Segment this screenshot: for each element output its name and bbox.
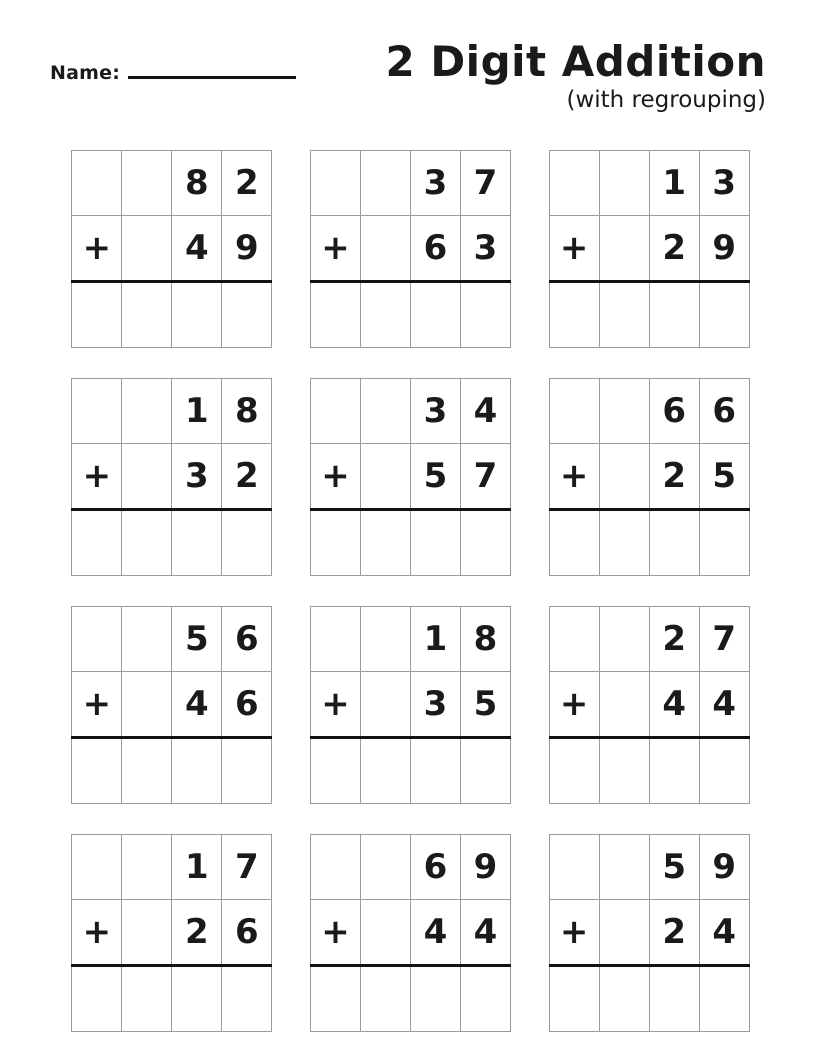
addend-top-row xyxy=(310,607,510,672)
addend-bottom-ones: 6 xyxy=(222,900,272,966)
spacer-cell xyxy=(360,444,410,510)
answer-box[interactable] xyxy=(122,966,172,1032)
answer-box[interactable] xyxy=(549,510,599,576)
problem-table xyxy=(310,150,511,348)
addend-top-row xyxy=(72,379,272,444)
addend-bottom-row xyxy=(549,900,749,966)
addend-bottom-tens: 3 xyxy=(410,672,460,738)
spacer-cell xyxy=(599,900,649,966)
answer-box[interactable] xyxy=(649,966,699,1032)
plus-operator: + xyxy=(72,672,122,738)
answer-box[interactable] xyxy=(172,510,222,576)
plus-operator: + xyxy=(549,216,599,282)
answer-box[interactable] xyxy=(72,510,122,576)
spacer-cell xyxy=(122,835,172,900)
worksheet-header xyxy=(50,37,766,128)
addend-top-ones: 8 xyxy=(222,379,272,444)
addend-top-ones: 2 xyxy=(222,151,272,216)
answer-box[interactable] xyxy=(649,282,699,348)
name-label: Name: xyxy=(50,62,121,84)
addition-problem xyxy=(71,606,267,834)
problem-table xyxy=(549,150,750,348)
spacer-cell xyxy=(599,607,649,672)
addend-bottom-row xyxy=(549,444,749,510)
answer-row xyxy=(549,282,749,348)
answer-box[interactable] xyxy=(172,966,222,1032)
page-subtitle: (with regrouping) xyxy=(566,87,766,114)
addend-top-ones: 7 xyxy=(222,835,272,900)
addend-top-ones: 6 xyxy=(699,379,749,444)
addend-bottom-tens: 4 xyxy=(410,900,460,966)
addend-top-row xyxy=(72,835,272,900)
addend-bottom-tens: 4 xyxy=(172,216,222,282)
addend-bottom-ones: 4 xyxy=(460,900,510,966)
addend-bottom-tens: 4 xyxy=(649,672,699,738)
addition-problem xyxy=(310,378,506,606)
carry-box[interactable] xyxy=(310,379,360,444)
spacer-cell xyxy=(122,607,172,672)
answer-box[interactable] xyxy=(222,510,272,576)
spacer-cell xyxy=(599,444,649,510)
addend-top-tens: 2 xyxy=(649,607,699,672)
answer-box[interactable] xyxy=(310,282,360,348)
answer-box[interactable] xyxy=(649,738,699,804)
spacer-cell xyxy=(360,379,410,444)
answer-box[interactable] xyxy=(460,966,510,1032)
addend-bottom-row xyxy=(72,672,272,738)
addend-bottom-row xyxy=(310,900,510,966)
answer-box[interactable] xyxy=(72,966,122,1032)
answer-row xyxy=(72,282,272,348)
plus-operator: + xyxy=(549,444,599,510)
answer-row xyxy=(310,966,510,1032)
addend-top-row xyxy=(72,607,272,672)
answer-box[interactable] xyxy=(460,738,510,804)
name-write-line[interactable] xyxy=(128,75,296,79)
addend-top-ones: 9 xyxy=(699,835,749,900)
plus-operator: + xyxy=(72,444,122,510)
plus-operator: + xyxy=(310,900,360,966)
plus-operator: + xyxy=(72,900,122,966)
page-title: 2 Digit Addition xyxy=(385,37,766,86)
carry-box[interactable] xyxy=(72,607,122,672)
addend-top-tens: 5 xyxy=(172,607,222,672)
answer-box[interactable] xyxy=(699,510,749,576)
addend-top-ones: 7 xyxy=(460,151,510,216)
addend-top-tens: 1 xyxy=(172,835,222,900)
problem-table xyxy=(71,378,272,576)
answer-box[interactable] xyxy=(72,282,122,348)
answer-box[interactable] xyxy=(460,510,510,576)
addend-bottom-row xyxy=(549,216,749,282)
addend-bottom-row xyxy=(72,216,272,282)
answer-box[interactable] xyxy=(699,738,749,804)
addend-bottom-tens: 3 xyxy=(172,444,222,510)
plus-operator: + xyxy=(310,216,360,282)
answer-box[interactable] xyxy=(360,510,410,576)
addend-top-ones: 9 xyxy=(460,835,510,900)
addend-top-row xyxy=(549,379,749,444)
addend-top-ones: 7 xyxy=(699,607,749,672)
addition-problem xyxy=(71,834,267,1062)
plus-operator: + xyxy=(549,672,599,738)
addend-bottom-tens: 2 xyxy=(649,216,699,282)
spacer-cell xyxy=(122,672,172,738)
addend-top-tens: 8 xyxy=(172,151,222,216)
addition-problem xyxy=(310,606,506,834)
addend-top-ones: 4 xyxy=(460,379,510,444)
addend-top-row xyxy=(310,379,510,444)
spacer-cell xyxy=(599,379,649,444)
addend-top-row xyxy=(549,835,749,900)
plus-operator: + xyxy=(549,900,599,966)
answer-box[interactable] xyxy=(410,510,460,576)
addend-bottom-row xyxy=(549,672,749,738)
addition-problem xyxy=(71,150,267,378)
answer-box[interactable] xyxy=(549,966,599,1032)
name-field[interactable] xyxy=(50,40,296,84)
addend-bottom-tens: 2 xyxy=(172,900,222,966)
addend-top-tens: 1 xyxy=(172,379,222,444)
addend-bottom-tens: 2 xyxy=(649,444,699,510)
addend-top-tens: 1 xyxy=(649,151,699,216)
answer-box[interactable] xyxy=(460,282,510,348)
addend-bottom-row xyxy=(310,216,510,282)
addend-bottom-ones: 9 xyxy=(222,216,272,282)
answer-row xyxy=(310,510,510,576)
addend-bottom-ones: 3 xyxy=(460,216,510,282)
answer-box[interactable] xyxy=(599,282,649,348)
spacer-cell xyxy=(360,835,410,900)
addend-bottom-ones: 6 xyxy=(222,672,272,738)
answer-row xyxy=(549,966,749,1032)
addend-bottom-ones: 4 xyxy=(699,900,749,966)
answer-box[interactable] xyxy=(599,738,649,804)
answer-box[interactable] xyxy=(410,966,460,1032)
answer-box[interactable] xyxy=(310,510,360,576)
answer-row xyxy=(549,510,749,576)
spacer-cell xyxy=(599,835,649,900)
carry-box[interactable] xyxy=(549,607,599,672)
carry-box[interactable] xyxy=(549,379,599,444)
answer-box[interactable] xyxy=(222,282,272,348)
addend-bottom-ones: 2 xyxy=(222,444,272,510)
addend-bottom-row xyxy=(310,672,510,738)
spacer-cell xyxy=(122,444,172,510)
spacer-cell xyxy=(122,216,172,282)
answer-row xyxy=(549,738,749,804)
addend-bottom-ones: 7 xyxy=(460,444,510,510)
addend-top-tens: 3 xyxy=(410,151,460,216)
answer-box[interactable] xyxy=(222,738,272,804)
answer-box[interactable] xyxy=(360,738,410,804)
carry-box[interactable] xyxy=(72,151,122,216)
spacer-cell xyxy=(360,672,410,738)
answer-box[interactable] xyxy=(360,966,410,1032)
addend-top-row xyxy=(310,151,510,216)
answer-box[interactable] xyxy=(310,966,360,1032)
carry-box[interactable] xyxy=(310,607,360,672)
answer-box[interactable] xyxy=(122,738,172,804)
plus-operator: + xyxy=(310,444,360,510)
answer-row xyxy=(72,966,272,1032)
addend-top-tens: 6 xyxy=(410,835,460,900)
addend-bottom-ones: 4 xyxy=(699,672,749,738)
answer-box[interactable] xyxy=(649,510,699,576)
addend-top-row xyxy=(310,835,510,900)
answer-row xyxy=(310,738,510,804)
answer-box[interactable] xyxy=(410,738,460,804)
addend-top-ones: 8 xyxy=(460,607,510,672)
answer-row xyxy=(72,510,272,576)
answer-row xyxy=(310,282,510,348)
carry-box[interactable] xyxy=(549,835,599,900)
problem-table xyxy=(310,834,511,1032)
answer-box[interactable] xyxy=(360,282,410,348)
spacer-cell xyxy=(122,900,172,966)
problem-table xyxy=(310,378,511,576)
problem-table xyxy=(549,606,750,804)
addition-problem xyxy=(310,150,506,378)
answer-box[interactable] xyxy=(410,282,460,348)
answer-box[interactable] xyxy=(310,738,360,804)
spacer-cell xyxy=(599,151,649,216)
addend-bottom-tens: 6 xyxy=(410,216,460,282)
problem-grid xyxy=(50,150,766,1062)
addition-problem xyxy=(310,834,506,1062)
problem-table xyxy=(549,834,750,1032)
addend-top-row xyxy=(549,151,749,216)
answer-box[interactable] xyxy=(549,282,599,348)
addend-bottom-row xyxy=(72,444,272,510)
addend-top-tens: 6 xyxy=(649,379,699,444)
addend-top-tens: 5 xyxy=(649,835,699,900)
addend-bottom-ones: 5 xyxy=(699,444,749,510)
answer-box[interactable] xyxy=(699,282,749,348)
addend-top-row xyxy=(549,607,749,672)
answer-box[interactable] xyxy=(699,966,749,1032)
problem-table xyxy=(71,150,272,348)
carry-box[interactable] xyxy=(72,379,122,444)
addend-top-tens: 3 xyxy=(410,379,460,444)
spacer-cell xyxy=(599,216,649,282)
answer-box[interactable] xyxy=(599,510,649,576)
plus-operator: + xyxy=(310,672,360,738)
answer-box[interactable] xyxy=(599,966,649,1032)
answer-row xyxy=(72,738,272,804)
answer-box[interactable] xyxy=(122,282,172,348)
spacer-cell xyxy=(360,151,410,216)
spacer-cell xyxy=(122,151,172,216)
addend-bottom-ones: 9 xyxy=(699,216,749,282)
spacer-cell xyxy=(599,672,649,738)
title-block xyxy=(385,37,766,115)
spacer-cell xyxy=(122,379,172,444)
spacer-cell xyxy=(360,216,410,282)
problem-table xyxy=(71,606,272,804)
addend-top-ones: 6 xyxy=(222,607,272,672)
problem-table xyxy=(310,606,511,804)
addend-bottom-tens: 4 xyxy=(172,672,222,738)
addend-bottom-tens: 5 xyxy=(410,444,460,510)
problem-table xyxy=(71,834,272,1032)
carry-box[interactable] xyxy=(72,835,122,900)
carry-box[interactable] xyxy=(549,151,599,216)
addition-problem xyxy=(549,606,745,834)
addend-bottom-row xyxy=(72,900,272,966)
answer-box[interactable] xyxy=(72,738,122,804)
carry-box[interactable] xyxy=(310,835,360,900)
answer-box[interactable] xyxy=(172,738,222,804)
problem-table xyxy=(549,378,750,576)
spacer-cell xyxy=(360,900,410,966)
spacer-cell xyxy=(360,607,410,672)
answer-box[interactable] xyxy=(172,282,222,348)
addend-bottom-tens: 2 xyxy=(649,900,699,966)
addition-problem xyxy=(549,834,745,1062)
addend-bottom-row xyxy=(310,444,510,510)
addend-top-tens: 1 xyxy=(410,607,460,672)
addition-problem xyxy=(71,378,267,606)
answer-box[interactable] xyxy=(549,738,599,804)
addend-top-row xyxy=(72,151,272,216)
addend-top-ones: 3 xyxy=(699,151,749,216)
answer-box[interactable] xyxy=(122,510,172,576)
addend-bottom-ones: 5 xyxy=(460,672,510,738)
addition-problem xyxy=(549,378,745,606)
carry-box[interactable] xyxy=(310,151,360,216)
plus-operator: + xyxy=(72,216,122,282)
answer-box[interactable] xyxy=(222,966,272,1032)
addition-problem xyxy=(549,150,745,378)
